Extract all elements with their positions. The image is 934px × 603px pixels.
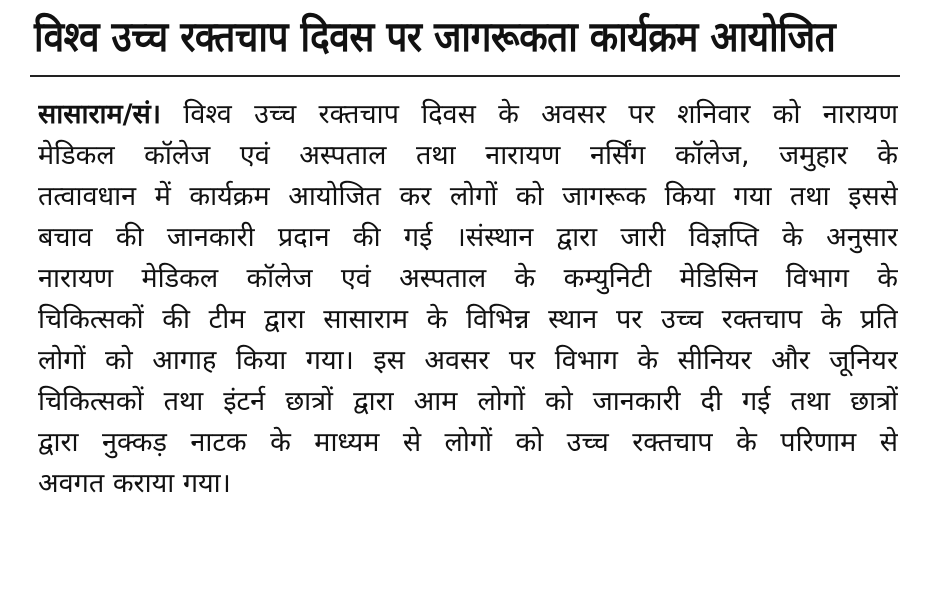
article-line-10: अवगत कराया गया। [38, 468, 231, 499]
dateline: सासाराम/सं। [38, 99, 162, 130]
article-line-4: बचाव की जानकारी प्रदान की गई ।संस्थान द्वारा जारी विज्ञप्ति के अनुसार [38, 222, 898, 253]
article-line-9: द्वारा नुक्कड़ नाटक के माध्यम से लोगों को उच्च रक्तचाप के परिणाम से [38, 427, 898, 458]
article-line-5: नारायण मेडिकल कॉलेज एवं अस्पताल के कम्युनिटी मेडिसिन विभाग के [38, 263, 898, 294]
headline-divider [30, 75, 900, 77]
article-line-7: लोगों को आगाह किया गया। इस अवसर पर विभाग के सीनियर और जूनियर [38, 345, 898, 376]
article-line-6: चिकित्सकों की टीम द्वारा सासाराम के विभिन्न स्थान पर उच्च रक्तचाप के प्रति [38, 304, 898, 335]
headline: विश्व उच्च रक्तचाप दिवस पर जागरूकता कार्यक्रम आयोजित [34, 12, 836, 61]
article-body [38, 94, 898, 504]
article-line-2: मेडिकल कॉलेज एवं अस्पताल तथा नारायण नर्सिंग कॉलेज, जमुहार के [38, 140, 898, 171]
article-line-3: तत्वावधान में कार्यक्रम आयोजित कर लोगों को जागरूक किया गया तथा इससे [38, 181, 898, 212]
article-line-8: चिकित्सकों तथा इंटर्न छात्रों द्वारा आम लोगों को जानकारी दी गई तथा छात्रों [38, 386, 898, 417]
article-line-1-text: विश्व उच्च रक्तचाप दिवस के अवसर पर शनिवार को नारायण [161, 99, 898, 130]
article-line-1 [38, 94, 898, 135]
